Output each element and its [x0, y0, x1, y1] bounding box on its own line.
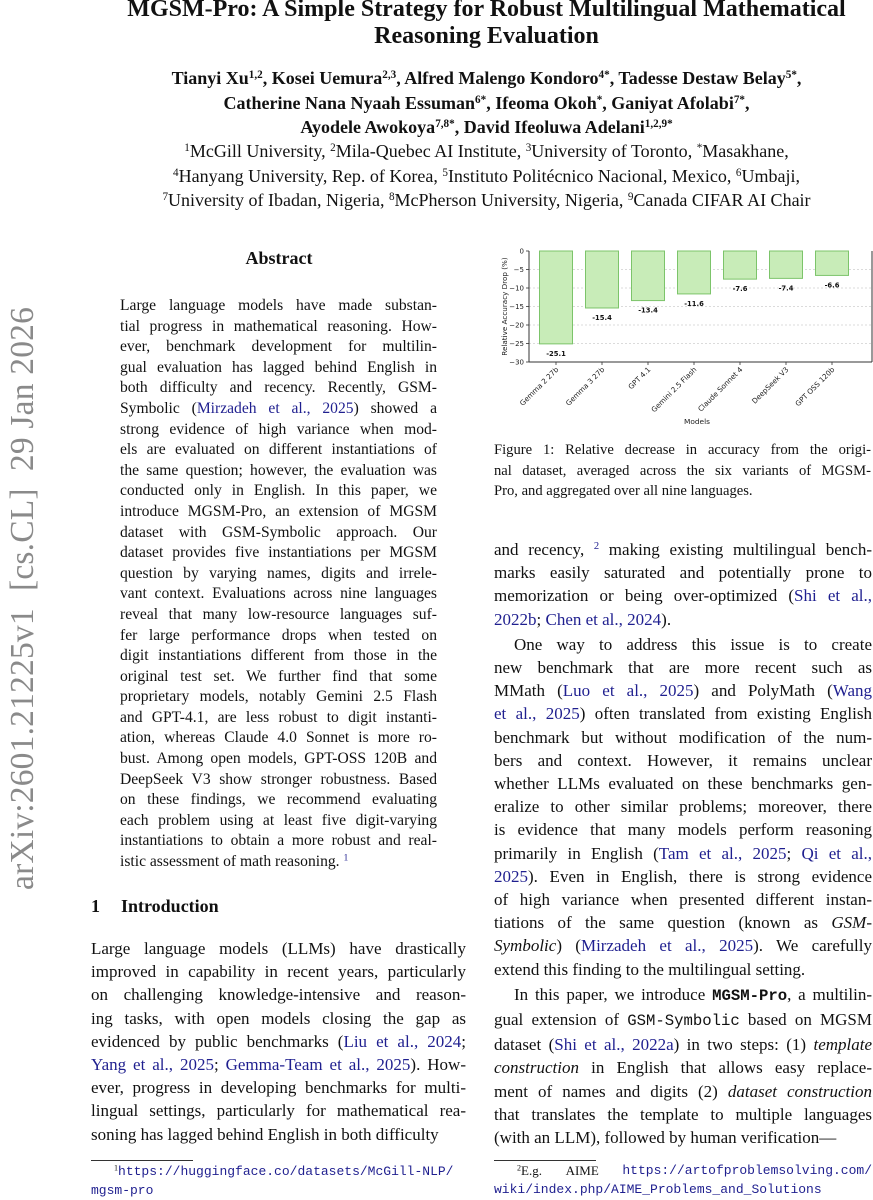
author: Tianyi Xu$^{1,2}$: [171, 68, 263, 88]
y-tick-label: 0: [519, 247, 524, 256]
text-line: gual evaluation has lagged behind English in: [120, 358, 437, 376]
citation-link[interactable]: Luo et al., 2025: [562, 681, 694, 701]
abstract-body: [120, 296, 437, 873]
text-line: gual extension of GSM-Symbolic based on MGSM: [494, 1010, 872, 1031]
text-line: Large language models have made substan-: [120, 297, 437, 314]
title-line-1: MGSM-Pro: A Simple Strategy for Robust Multilingual Mathematical: [127, 0, 846, 22]
citation-link[interactable]: Tam et al., 2025: [658, 843, 787, 863]
text-line: benchmark but without modification of the num-: [494, 727, 872, 747]
footnote-link-aime[interactable]: https://artofproblemsolving.com/: [622, 1163, 872, 1178]
text-line: In this paper, we introduce MGSM-Pro, a multilin-: [514, 984, 872, 1005]
y-tick-label: −25: [509, 340, 524, 348]
introduction-right-column: [494, 538, 872, 1149]
arxiv-category: [cs.CL]: [4, 488, 41, 592]
text-line: dataset with GSM-Symbolic approach. Our: [120, 523, 437, 541]
text-line: Large language models (LLMs) have drastically: [91, 939, 466, 958]
text-line: evidenced by public benchmarks (Liu et al., 2024;: [91, 1031, 466, 1051]
emphasis: construction: [494, 1058, 579, 1078]
text-line: primarily in English (Tam et al., 2025; Qi et al.,: [494, 843, 872, 863]
introduction-left-column: [91, 937, 466, 1146]
code-term: MGSM-Pro: [712, 986, 788, 1005]
paragraph: [494, 983, 872, 1149]
text-line: 2022b; Chen et al., 2024).: [494, 609, 672, 629]
text-line: tial progress in mathematical reasoning. How-: [120, 317, 437, 335]
y-tick-label: −10: [509, 284, 524, 293]
text-line: dataset (Shi et al., 2022a) in two steps: (1) template: [494, 1035, 873, 1055]
author: David Ifeoluwa Adelani$^{1,2,9*}$: [463, 117, 673, 137]
author: Ifeoma Okoh*: [495, 92, 603, 113]
citation-link[interactable]: Liu et al., 2024: [343, 1031, 462, 1051]
author: Tadesse Destaw Belay$^{5*}$: [618, 68, 797, 88]
x-tick-label: Gemma 3 27b: [563, 365, 607, 408]
text-line: whether LLMs evaluated on these benchmarks gen-: [494, 774, 872, 794]
affiliation-line: $^7$University of Ibadan, Nigeria, $^8$McPherson University, Nigeria, $^9$Canada CIFAR AI Chair: [162, 190, 811, 210]
text-line: question by varying names, digits and irrele-: [120, 564, 437, 582]
code-term: GSM-Symbolic: [627, 1012, 740, 1031]
y-tick-label: −15: [509, 303, 524, 311]
author: Catherine Nana Nyaah Essuman$^{6*}$: [223, 92, 487, 113]
footnote-1: [91, 1162, 471, 1200]
citation-link[interactable]: et al., 2025: [494, 704, 580, 724]
affiliation-list: [100, 139, 873, 213]
citation-link[interactable]: Mirzadeh et al., 2025: [580, 936, 754, 956]
text-line: Symbolic) (Mirzadeh et al., 2025). We carefully: [494, 936, 872, 956]
text-line: marks easily saturated and potentially prone to: [494, 563, 872, 583]
text-line: ever, benchmark development for multilin-: [120, 338, 437, 356]
citation-link[interactable]: Mirzadeh et al., 2025: [196, 399, 354, 417]
footnote-ref[interactable]: 2: [593, 541, 600, 553]
abstract-heading: Abstract: [245, 248, 313, 268]
citation-link[interactable]: Yang et al., 2025: [91, 1055, 214, 1075]
text-line: on challenging knowledge-intensive and reason-: [91, 985, 466, 1005]
author: Alfred Malengo Kondoro$^{4*}$: [404, 68, 610, 88]
author-line: Catherine Nana Nyaah Essuman$^{6*}$, Ifeoma Okoh*, Ganiyat Afolabi$^{7*}$,: [223, 92, 750, 113]
text-line: and recency, $^2$ making existing multilingual bench-: [494, 540, 872, 559]
paragraph: [494, 633, 872, 981]
caption-line: nal dataset, averaged across the six variants of MGSM-: [494, 462, 871, 479]
text-line: Yang et al., 2025; Gemma-Team et al., 2025). How-: [91, 1055, 466, 1075]
text-line: MMath (Luo et al., 2025) and PolyMath (Wang: [494, 681, 873, 701]
arxiv-margin-stamp: [4, 307, 42, 890]
text-line: strong evidence of high variance when mod-: [120, 420, 437, 438]
text-line: fer large performance drops when tested on: [120, 626, 437, 644]
author: Ayodele Awokoya$^{7,8*}$: [300, 117, 455, 137]
bar: [724, 251, 757, 279]
footnote-rule: [494, 1160, 596, 1161]
citation-link[interactable]: Shi et al.,: [794, 586, 873, 606]
y-tick-label: −20: [509, 321, 524, 330]
x-tick-label: DeepSeek V3: [749, 365, 791, 406]
author: Kosei Uemura$^{2,3}$: [271, 68, 397, 88]
section-heading-introduction: [91, 896, 219, 917]
caption-line: Figure 1: Relative decrease in accuracy from the origi-: [494, 442, 871, 458]
footnote-link-aime-cont[interactable]: wiki/index.php/AIME_Problems_and_Solutions: [494, 1182, 822, 1197]
text-line: of high variance when presented different instan-: [494, 890, 872, 910]
text-line: eralize to other similar problems; moreover, there: [494, 797, 872, 817]
title-line-2: Reasoning Evaluation: [374, 23, 599, 49]
citation-link[interactable]: Wang: [832, 681, 873, 701]
x-tick-label: Gemini 2.5 Flash: [649, 365, 699, 415]
author-line: Tianyi Xu$^{1,2}$, Kosei Uemura$^{2,3}$, Alfred Malengo Kondoro$^{4*}$, Tadesse Destaw Belay$^{5*}$,: [171, 68, 802, 88]
text-line: et al., 2025) often translated from existing English: [494, 704, 872, 724]
text-line: memorization or being over-optimized (Shi et al.,: [494, 586, 873, 606]
text-line: digit instantiations different from those in the: [120, 647, 437, 665]
emphasis: GSM-: [831, 913, 872, 933]
text-line: instantiations to obtain a more robust and real-: [120, 832, 437, 850]
arxiv-id: arXiv:2601.21225v1: [4, 608, 41, 890]
text-line: dataset provides five instantiations per MGSM: [120, 544, 437, 562]
text-line: els are evaluated on different instantiations of: [120, 441, 437, 459]
text-line: bust. Among open models, GPT-OSS 120B and: [120, 750, 437, 768]
emphasis: template: [813, 1035, 873, 1055]
footnote-marker: 2: [517, 1163, 522, 1173]
citation-link[interactable]: Gemma-Team et al., 2025: [225, 1055, 411, 1075]
text-line: soning has lagged behind English in both difficulty: [91, 1124, 439, 1144]
text-line: bers and context. However, it remains unclear: [494, 750, 872, 770]
text-line: that translates the template to multiple languages: [494, 1104, 872, 1124]
x-tick-label: GPT OSS 120b: [793, 365, 837, 409]
bar: [678, 251, 711, 294]
x-tick-label: Gemma 2 27b: [517, 365, 561, 408]
x-tick-label: GPT 4.1: [626, 365, 653, 392]
paragraph: [494, 538, 872, 631]
emphasis: Symbolic: [494, 936, 557, 956]
author: Ganiyat Afolabi$^{7*}$: [611, 92, 745, 113]
text-line: istic assessment of math reasoning. $^1$: [120, 852, 349, 871]
footnote-link-huggingface[interactable]: https://huggingface.co/datasets/McGill-NLP/: [118, 1164, 454, 1179]
y-tick-label: −30: [509, 358, 524, 367]
citation-link[interactable]: Shi et al., 2022a: [554, 1035, 674, 1055]
author-list: [100, 66, 873, 140]
text-line: lingual settings, particularly for mathematical rea-: [91, 1101, 466, 1121]
text-line: ation, whereas Claude 4.0 Sonnet is more ro-: [120, 729, 437, 747]
text-line: DeepSeek V3 show stronger robustness. Based: [120, 770, 437, 788]
section-number: 1: [91, 896, 100, 916]
footnote-marker: 1: [114, 1163, 119, 1173]
text-line: construction in English that allows easy replace-: [494, 1058, 872, 1078]
bar-value-label: -15.4: [592, 313, 612, 322]
citation-link[interactable]: 2022b: [494, 609, 537, 629]
citation-link[interactable]: Chen et al., 2024: [545, 609, 662, 629]
text-line: improved in capability in recent years, particularly: [91, 962, 466, 982]
text-line: on these findings, we recommend evaluating: [120, 791, 437, 809]
text-line: original test set. We further find that some: [120, 667, 437, 685]
bar-value-label: -11.6: [684, 299, 704, 308]
bar-value-label: -6.6: [824, 281, 840, 290]
figure-1-bar-chart: [480, 236, 873, 434]
text-line: and GPT-4.1, are less robust to digit instanti-: [120, 708, 437, 726]
text-line: the same question; however, the evaluation was: [120, 461, 437, 479]
text-line: each problem using at least five digit-varying: [120, 811, 437, 829]
y-axis-label: Relative Accuracy Drop (%): [500, 257, 509, 356]
text-line: is evidence that many models perform reasoning: [494, 820, 872, 840]
text-line: reveal that many low-resource languages suf-: [120, 605, 437, 623]
y-tick-label: −5: [513, 266, 524, 274]
author-line: Ayodele Awokoya$^{7,8*}$, David Ifeoluwa Adelani$^{1,2,9*}$: [300, 117, 673, 137]
text-line: tiations of the same question (known as GSM-: [494, 913, 872, 933]
bar: [816, 251, 849, 275]
citation-link[interactable]: 2025: [494, 866, 528, 886]
text-line: new benchmark that are more recent such as: [494, 658, 872, 678]
text-line: conducted only in English. In this paper, we: [120, 482, 437, 500]
emphasis: dataset construction: [727, 1081, 872, 1101]
bar-value-label: -13.4: [638, 306, 658, 315]
caption-line: Pro, and aggregated over all nine languages.: [494, 483, 753, 499]
x-axis-label: Models: [683, 417, 711, 426]
text-line: One way to address this issue is to create: [514, 634, 872, 654]
bar: [770, 251, 803, 278]
text-line: both difficulty and recency. Recently, GSM-: [120, 379, 437, 397]
footnote-2: $^2$E.g. AIME https://artofproblemsolving.com/ wiki/index.php/AIME_Problems_and_Solutions: [494, 1163, 872, 1197]
text-line: vant context. Evaluations across nine languages: [120, 585, 437, 603]
text-line: 2025). Even in English, there is strong evidence: [494, 866, 872, 886]
bar: [540, 251, 573, 344]
figure-1-caption: [494, 440, 871, 502]
footnote-ref[interactable]: 1: [343, 852, 349, 864]
footnote-rule: [91, 1160, 193, 1161]
text-line: (with an LLM), followed by human verification—: [494, 1128, 837, 1148]
text-line: ing tasks, with open models closing the gap as: [91, 1008, 466, 1028]
text-line: proprietary models, notably Gemini 2.5 Flash: [120, 688, 437, 706]
text-line: introduce MGSM-Pro, an extension of MGSM: [120, 502, 437, 520]
footnote-link-huggingface-cont[interactable]: mgsm-pro: [91, 1183, 154, 1198]
affiliation-line: $^1$McGill University, $^2$Mila-Quebec AI Institute, $^3$University of Toronto, *Masakhane,: [184, 141, 789, 161]
text-line: ment of names and digits (2) dataset construction: [494, 1081, 872, 1101]
text-line: Symbolic (Mirzadeh et al., 2025) showed a: [120, 399, 437, 417]
citation-link[interactable]: Qi et al.,: [801, 843, 872, 863]
bar-value-label: -7.4: [778, 284, 794, 293]
text-line: extend this finding to the multilingual setting.: [494, 959, 806, 979]
section-title: Introduction: [121, 896, 219, 916]
x-tick-label: Claude Sonnet 4: [696, 365, 745, 414]
affiliation-line: $^4$Hanyang University, Rep. of Korea, $^5$Instituto Politécnico Nacional, Mexico, $^6$Umbaji,: [173, 165, 800, 186]
arxiv-date: 29 Jan 2026: [4, 306, 41, 472]
bar: [632, 251, 665, 301]
paper-title: [100, 0, 873, 50]
bar-value-label: -25.1: [546, 349, 566, 358]
bar-value-label: -7.6: [732, 285, 748, 294]
text-line: ever, progress in developing benchmarks for multi-: [91, 1078, 466, 1098]
bar: [586, 251, 619, 308]
